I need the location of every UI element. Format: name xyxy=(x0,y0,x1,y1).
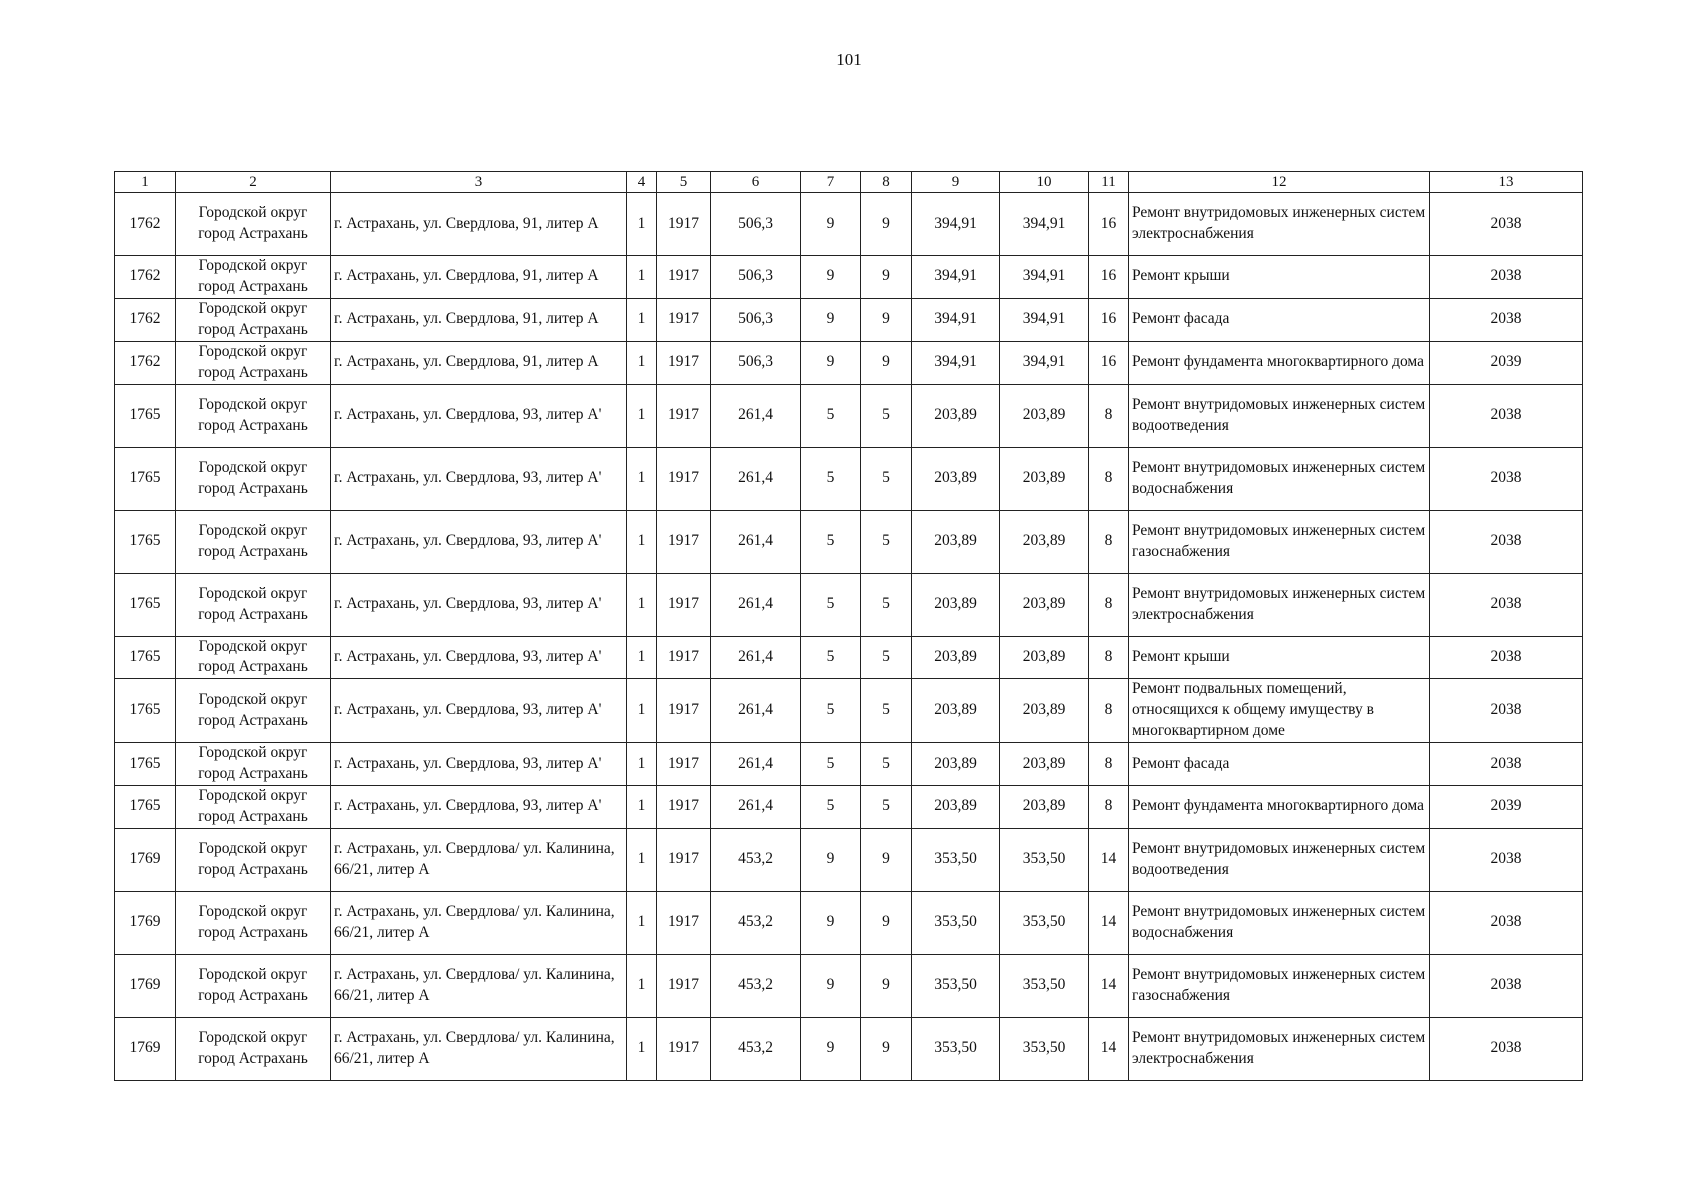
cell-year-built: 1917 xyxy=(657,679,711,743)
cell-col-7-value: 5 xyxy=(801,447,861,510)
cell-planned-year: 2038 xyxy=(1430,743,1583,786)
cell-planned-year: 2038 xyxy=(1430,891,1583,954)
cell-total-area: 506,3 xyxy=(711,341,801,384)
cell-col-10-area: 203,89 xyxy=(1000,510,1089,573)
cell-municipality: Городской округ город Астрахань xyxy=(176,341,331,384)
table-row xyxy=(115,828,1583,891)
cell-col-10-area: 353,50 xyxy=(1000,891,1089,954)
cell-work-type: Ремонт внутридомовых инженерных систем газоснабжения xyxy=(1129,510,1430,573)
cell-planned-year: 2038 xyxy=(1430,1017,1583,1080)
cell-row-number: 1765 xyxy=(115,447,176,510)
cell-planned-year: 2038 xyxy=(1430,447,1583,510)
cell-building-count: 1 xyxy=(627,573,657,636)
cell-municipality: Городской округ город Астрахань xyxy=(176,636,331,679)
cell-work-type: Ремонт внутридомовых инженерных систем водоотведения xyxy=(1129,828,1430,891)
registry-table xyxy=(114,171,1583,1081)
cell-row-number: 1765 xyxy=(115,510,176,573)
cell-total-area: 506,3 xyxy=(711,298,801,341)
cell-planned-year: 2038 xyxy=(1430,193,1583,256)
cell-col-10-area: 203,89 xyxy=(1000,573,1089,636)
cell-col-9-area: 203,89 xyxy=(912,679,1000,743)
cell-municipality: Городской округ город Астрахань xyxy=(176,298,331,341)
cell-planned-year: 2039 xyxy=(1430,785,1583,828)
cell-building-count: 1 xyxy=(627,447,657,510)
cell-work-type: Ремонт фундамента многоквартирного дома xyxy=(1129,341,1430,384)
cell-col-8-value: 9 xyxy=(861,193,912,256)
cell-address: г. Астрахань, ул. Свердлова, 93, литер А' xyxy=(331,384,627,447)
cell-building-count: 1 xyxy=(627,510,657,573)
cell-col-7-value: 5 xyxy=(801,573,861,636)
cell-year-built: 1917 xyxy=(657,891,711,954)
cell-building-count: 1 xyxy=(627,1017,657,1080)
table-header-row xyxy=(115,172,1583,193)
cell-year-built: 1917 xyxy=(657,341,711,384)
cell-total-area: 261,4 xyxy=(711,573,801,636)
cell-residents-count: 8 xyxy=(1089,636,1129,679)
cell-col-10-area: 203,89 xyxy=(1000,743,1089,786)
cell-year-built: 1917 xyxy=(657,573,711,636)
cell-residents-count: 16 xyxy=(1089,193,1129,256)
cell-row-number: 1762 xyxy=(115,193,176,256)
cell-total-area: 261,4 xyxy=(711,384,801,447)
cell-municipality: Городской округ город Астрахань xyxy=(176,193,331,256)
page-number: 101 xyxy=(836,50,862,69)
cell-total-area: 261,4 xyxy=(711,743,801,786)
cell-col-9-area: 353,50 xyxy=(912,1017,1000,1080)
cell-row-number: 1765 xyxy=(115,679,176,743)
cell-municipality: Городской округ город Астрахань xyxy=(176,1017,331,1080)
cell-col-9-area: 203,89 xyxy=(912,636,1000,679)
cell-col-10-area: 353,50 xyxy=(1000,954,1089,1017)
cell-municipality: Городской округ город Астрахань xyxy=(176,891,331,954)
cell-col-7-value: 9 xyxy=(801,341,861,384)
cell-col-9-area: 394,91 xyxy=(912,298,1000,341)
cell-row-number: 1765 xyxy=(115,573,176,636)
cell-col-8-value: 5 xyxy=(861,743,912,786)
table-row xyxy=(115,891,1583,954)
cell-municipality: Городской округ город Астрахань xyxy=(176,447,331,510)
cell-col-8-value: 5 xyxy=(861,510,912,573)
cell-col-7-value: 5 xyxy=(801,510,861,573)
cell-residents-count: 8 xyxy=(1089,785,1129,828)
column-header-4: 4 xyxy=(627,172,657,193)
cell-municipality: Городской округ город Астрахань xyxy=(176,743,331,786)
cell-address: г. Астрахань, ул. Свердлова, 91, литер А xyxy=(331,298,627,341)
cell-address: г. Астрахань, ул. Свердлова, 93, литер А' xyxy=(331,785,627,828)
cell-planned-year: 2038 xyxy=(1430,298,1583,341)
cell-address: г. Астрахань, ул. Свердлова, 93, литер А' xyxy=(331,510,627,573)
cell-building-count: 1 xyxy=(627,891,657,954)
column-header-9: 9 xyxy=(912,172,1000,193)
cell-year-built: 1917 xyxy=(657,743,711,786)
cell-col-10-area: 203,89 xyxy=(1000,384,1089,447)
table-row xyxy=(115,679,1583,743)
cell-col-8-value: 9 xyxy=(861,256,912,299)
cell-planned-year: 2038 xyxy=(1430,828,1583,891)
cell-col-9-area: 353,50 xyxy=(912,954,1000,1017)
cell-residents-count: 8 xyxy=(1089,384,1129,447)
cell-planned-year: 2038 xyxy=(1430,679,1583,743)
cell-planned-year: 2038 xyxy=(1430,573,1583,636)
cell-building-count: 1 xyxy=(627,828,657,891)
table-row xyxy=(115,384,1583,447)
table-body xyxy=(115,193,1583,1081)
table-row xyxy=(115,785,1583,828)
cell-row-number: 1765 xyxy=(115,743,176,786)
cell-address: г. Астрахань, ул. Свердлова, 91, литер А xyxy=(331,341,627,384)
cell-total-area: 453,2 xyxy=(711,1017,801,1080)
column-header-5: 5 xyxy=(657,172,711,193)
cell-address: г. Астрахань, ул. Свердлова/ ул. Калинина, 66/21, литер А xyxy=(331,828,627,891)
cell-residents-count: 14 xyxy=(1089,828,1129,891)
cell-row-number: 1769 xyxy=(115,954,176,1017)
table-row xyxy=(115,341,1583,384)
cell-residents-count: 14 xyxy=(1089,891,1129,954)
column-header-12: 12 xyxy=(1129,172,1430,193)
table-row xyxy=(115,636,1583,679)
cell-col-9-area: 203,89 xyxy=(912,447,1000,510)
cell-year-built: 1917 xyxy=(657,298,711,341)
cell-total-area: 453,2 xyxy=(711,891,801,954)
cell-address: г. Астрахань, ул. Свердлова, 91, литер А xyxy=(331,193,627,256)
cell-residents-count: 8 xyxy=(1089,743,1129,786)
cell-col-9-area: 203,89 xyxy=(912,384,1000,447)
cell-planned-year: 2038 xyxy=(1430,384,1583,447)
table-row xyxy=(115,954,1583,1017)
cell-address: г. Астрахань, ул. Свердлова, 93, литер А' xyxy=(331,636,627,679)
cell-row-number: 1762 xyxy=(115,298,176,341)
cell-col-8-value: 9 xyxy=(861,298,912,341)
cell-col-10-area: 394,91 xyxy=(1000,341,1089,384)
cell-col-8-value: 9 xyxy=(861,1017,912,1080)
cell-col-10-area: 353,50 xyxy=(1000,1017,1089,1080)
cell-total-area: 261,4 xyxy=(711,510,801,573)
table-row xyxy=(115,1017,1583,1080)
column-header-10: 10 xyxy=(1000,172,1089,193)
cell-building-count: 1 xyxy=(627,193,657,256)
cell-col-7-value: 9 xyxy=(801,298,861,341)
cell-col-7-value: 5 xyxy=(801,785,861,828)
table-row xyxy=(115,256,1583,299)
cell-col-10-area: 394,91 xyxy=(1000,256,1089,299)
cell-municipality: Городской округ город Астрахань xyxy=(176,384,331,447)
cell-residents-count: 14 xyxy=(1089,1017,1129,1080)
cell-building-count: 1 xyxy=(627,341,657,384)
cell-planned-year: 2039 xyxy=(1430,341,1583,384)
cell-year-built: 1917 xyxy=(657,447,711,510)
cell-col-8-value: 9 xyxy=(861,891,912,954)
cell-col-9-area: 394,91 xyxy=(912,256,1000,299)
cell-municipality: Городской округ город Астрахань xyxy=(176,785,331,828)
cell-planned-year: 2038 xyxy=(1430,256,1583,299)
column-header-1: 1 xyxy=(115,172,176,193)
column-header-3: 3 xyxy=(331,172,627,193)
table-row xyxy=(115,510,1583,573)
cell-municipality: Городской округ город Астрахань xyxy=(176,679,331,743)
cell-planned-year: 2038 xyxy=(1430,636,1583,679)
cell-address: г. Астрахань, ул. Свердлова, 93, литер А' xyxy=(331,447,627,510)
cell-year-built: 1917 xyxy=(657,384,711,447)
cell-year-built: 1917 xyxy=(657,256,711,299)
table-row xyxy=(115,298,1583,341)
column-header-7: 7 xyxy=(801,172,861,193)
cell-row-number: 1765 xyxy=(115,636,176,679)
cell-total-area: 453,2 xyxy=(711,954,801,1017)
cell-residents-count: 14 xyxy=(1089,954,1129,1017)
cell-address: г. Астрахань, ул. Свердлова/ ул. Калинина, 66/21, литер А xyxy=(331,891,627,954)
cell-year-built: 1917 xyxy=(657,954,711,1017)
cell-residents-count: 16 xyxy=(1089,341,1129,384)
cell-row-number: 1762 xyxy=(115,256,176,299)
cell-col-7-value: 9 xyxy=(801,954,861,1017)
cell-col-7-value: 9 xyxy=(801,1017,861,1080)
column-header-2: 2 xyxy=(176,172,331,193)
cell-building-count: 1 xyxy=(627,636,657,679)
cell-total-area: 261,4 xyxy=(711,447,801,510)
cell-col-9-area: 203,89 xyxy=(912,785,1000,828)
cell-municipality: Городской округ город Астрахань xyxy=(176,954,331,1017)
cell-work-type: Ремонт крыши xyxy=(1129,256,1430,299)
cell-municipality: Городской округ город Астрахань xyxy=(176,828,331,891)
cell-work-type: Ремонт фасада xyxy=(1129,743,1430,786)
column-header-8: 8 xyxy=(861,172,912,193)
cell-building-count: 1 xyxy=(627,954,657,1017)
cell-col-10-area: 353,50 xyxy=(1000,828,1089,891)
cell-building-count: 1 xyxy=(627,298,657,341)
cell-municipality: Городской округ город Астрахань xyxy=(176,256,331,299)
cell-col-8-value: 9 xyxy=(861,954,912,1017)
cell-residents-count: 8 xyxy=(1089,447,1129,510)
cell-row-number: 1769 xyxy=(115,828,176,891)
table-row xyxy=(115,743,1583,786)
cell-col-8-value: 5 xyxy=(861,573,912,636)
cell-year-built: 1917 xyxy=(657,636,711,679)
cell-work-type: Ремонт внутридомовых инженерных систем газоснабжения xyxy=(1129,954,1430,1017)
cell-col-8-value: 9 xyxy=(861,341,912,384)
cell-work-type: Ремонт внутридомовых инженерных систем водоотведения xyxy=(1129,384,1430,447)
cell-col-10-area: 203,89 xyxy=(1000,785,1089,828)
cell-total-area: 506,3 xyxy=(711,256,801,299)
cell-col-8-value: 5 xyxy=(861,384,912,447)
cell-col-9-area: 394,91 xyxy=(912,341,1000,384)
cell-residents-count: 8 xyxy=(1089,679,1129,743)
cell-row-number: 1765 xyxy=(115,785,176,828)
cell-planned-year: 2038 xyxy=(1430,510,1583,573)
cell-col-10-area: 394,91 xyxy=(1000,298,1089,341)
cell-total-area: 261,4 xyxy=(711,636,801,679)
cell-row-number: 1762 xyxy=(115,341,176,384)
cell-address: г. Астрахань, ул. Свердлова, 93, литер А' xyxy=(331,573,627,636)
cell-municipality: Городской округ город Астрахань xyxy=(176,510,331,573)
cell-col-9-area: 353,50 xyxy=(912,891,1000,954)
cell-col-7-value: 9 xyxy=(801,256,861,299)
cell-year-built: 1917 xyxy=(657,828,711,891)
cell-address: г. Астрахань, ул. Свердлова, 93, литер А' xyxy=(331,679,627,743)
cell-year-built: 1917 xyxy=(657,785,711,828)
cell-address: г. Астрахань, ул. Свердлова/ ул. Калинина, 66/21, литер А xyxy=(331,954,627,1017)
cell-residents-count: 8 xyxy=(1089,573,1129,636)
cell-total-area: 453,2 xyxy=(711,828,801,891)
cell-col-10-area: 203,89 xyxy=(1000,636,1089,679)
column-header-13: 13 xyxy=(1430,172,1583,193)
cell-col-10-area: 203,89 xyxy=(1000,679,1089,743)
cell-total-area: 261,4 xyxy=(711,785,801,828)
cell-planned-year: 2038 xyxy=(1430,954,1583,1017)
cell-work-type: Ремонт подвальных помещений, относящихся к общему имуществу в многоквартирном доме xyxy=(1129,679,1430,743)
cell-col-7-value: 9 xyxy=(801,193,861,256)
cell-col-9-area: 203,89 xyxy=(912,573,1000,636)
table-row xyxy=(115,447,1583,510)
cell-col-7-value: 9 xyxy=(801,891,861,954)
cell-col-7-value: 5 xyxy=(801,743,861,786)
cell-municipality: Городской округ город Астрахань xyxy=(176,573,331,636)
cell-work-type: Ремонт внутридомовых инженерных систем водоснабжения xyxy=(1129,447,1430,510)
cell-building-count: 1 xyxy=(627,785,657,828)
cell-work-type: Ремонт фасада xyxy=(1129,298,1430,341)
cell-col-10-area: 394,91 xyxy=(1000,193,1089,256)
cell-col-8-value: 9 xyxy=(861,828,912,891)
cell-total-area: 261,4 xyxy=(711,679,801,743)
table-row xyxy=(115,193,1583,256)
cell-building-count: 1 xyxy=(627,743,657,786)
cell-address: г. Астрахань, ул. Свердлова, 91, литер А xyxy=(331,256,627,299)
cell-work-type: Ремонт внутридомовых инженерных систем электроснабжения xyxy=(1129,573,1430,636)
cell-work-type: Ремонт внутридомовых инженерных систем электроснабжения xyxy=(1129,193,1430,256)
table-row xyxy=(115,573,1583,636)
cell-row-number: 1769 xyxy=(115,891,176,954)
cell-residents-count: 16 xyxy=(1089,256,1129,299)
cell-year-built: 1917 xyxy=(657,1017,711,1080)
cell-work-type: Ремонт фундамента многоквартирного дома xyxy=(1129,785,1430,828)
cell-col-9-area: 203,89 xyxy=(912,510,1000,573)
cell-address: г. Астрахань, ул. Свердлова/ ул. Калинина, 66/21, литер А xyxy=(331,1017,627,1080)
cell-col-7-value: 5 xyxy=(801,679,861,743)
cell-address: г. Астрахань, ул. Свердлова, 93, литер А' xyxy=(331,743,627,786)
cell-col-8-value: 5 xyxy=(861,785,912,828)
cell-residents-count: 16 xyxy=(1089,298,1129,341)
cell-col-8-value: 5 xyxy=(861,447,912,510)
cell-year-built: 1917 xyxy=(657,510,711,573)
cell-col-10-area: 203,89 xyxy=(1000,447,1089,510)
cell-row-number: 1765 xyxy=(115,384,176,447)
cell-total-area: 506,3 xyxy=(711,193,801,256)
cell-building-count: 1 xyxy=(627,679,657,743)
cell-col-7-value: 5 xyxy=(801,636,861,679)
cell-year-built: 1917 xyxy=(657,193,711,256)
cell-col-8-value: 5 xyxy=(861,636,912,679)
cell-residents-count: 8 xyxy=(1089,510,1129,573)
cell-col-9-area: 394,91 xyxy=(912,193,1000,256)
cell-work-type: Ремонт внутридомовых инженерных систем водоснабжения xyxy=(1129,891,1430,954)
cell-col-7-value: 9 xyxy=(801,828,861,891)
column-header-11: 11 xyxy=(1089,172,1129,193)
cell-building-count: 1 xyxy=(627,256,657,299)
cell-col-8-value: 5 xyxy=(861,679,912,743)
column-header-6: 6 xyxy=(711,172,801,193)
cell-work-type: Ремонт крыши xyxy=(1129,636,1430,679)
cell-col-9-area: 353,50 xyxy=(912,828,1000,891)
cell-building-count: 1 xyxy=(627,384,657,447)
cell-col-7-value: 5 xyxy=(801,384,861,447)
cell-work-type: Ремонт внутридомовых инженерных систем электроснабжения xyxy=(1129,1017,1430,1080)
cell-col-9-area: 203,89 xyxy=(912,743,1000,786)
cell-row-number: 1769 xyxy=(115,1017,176,1080)
